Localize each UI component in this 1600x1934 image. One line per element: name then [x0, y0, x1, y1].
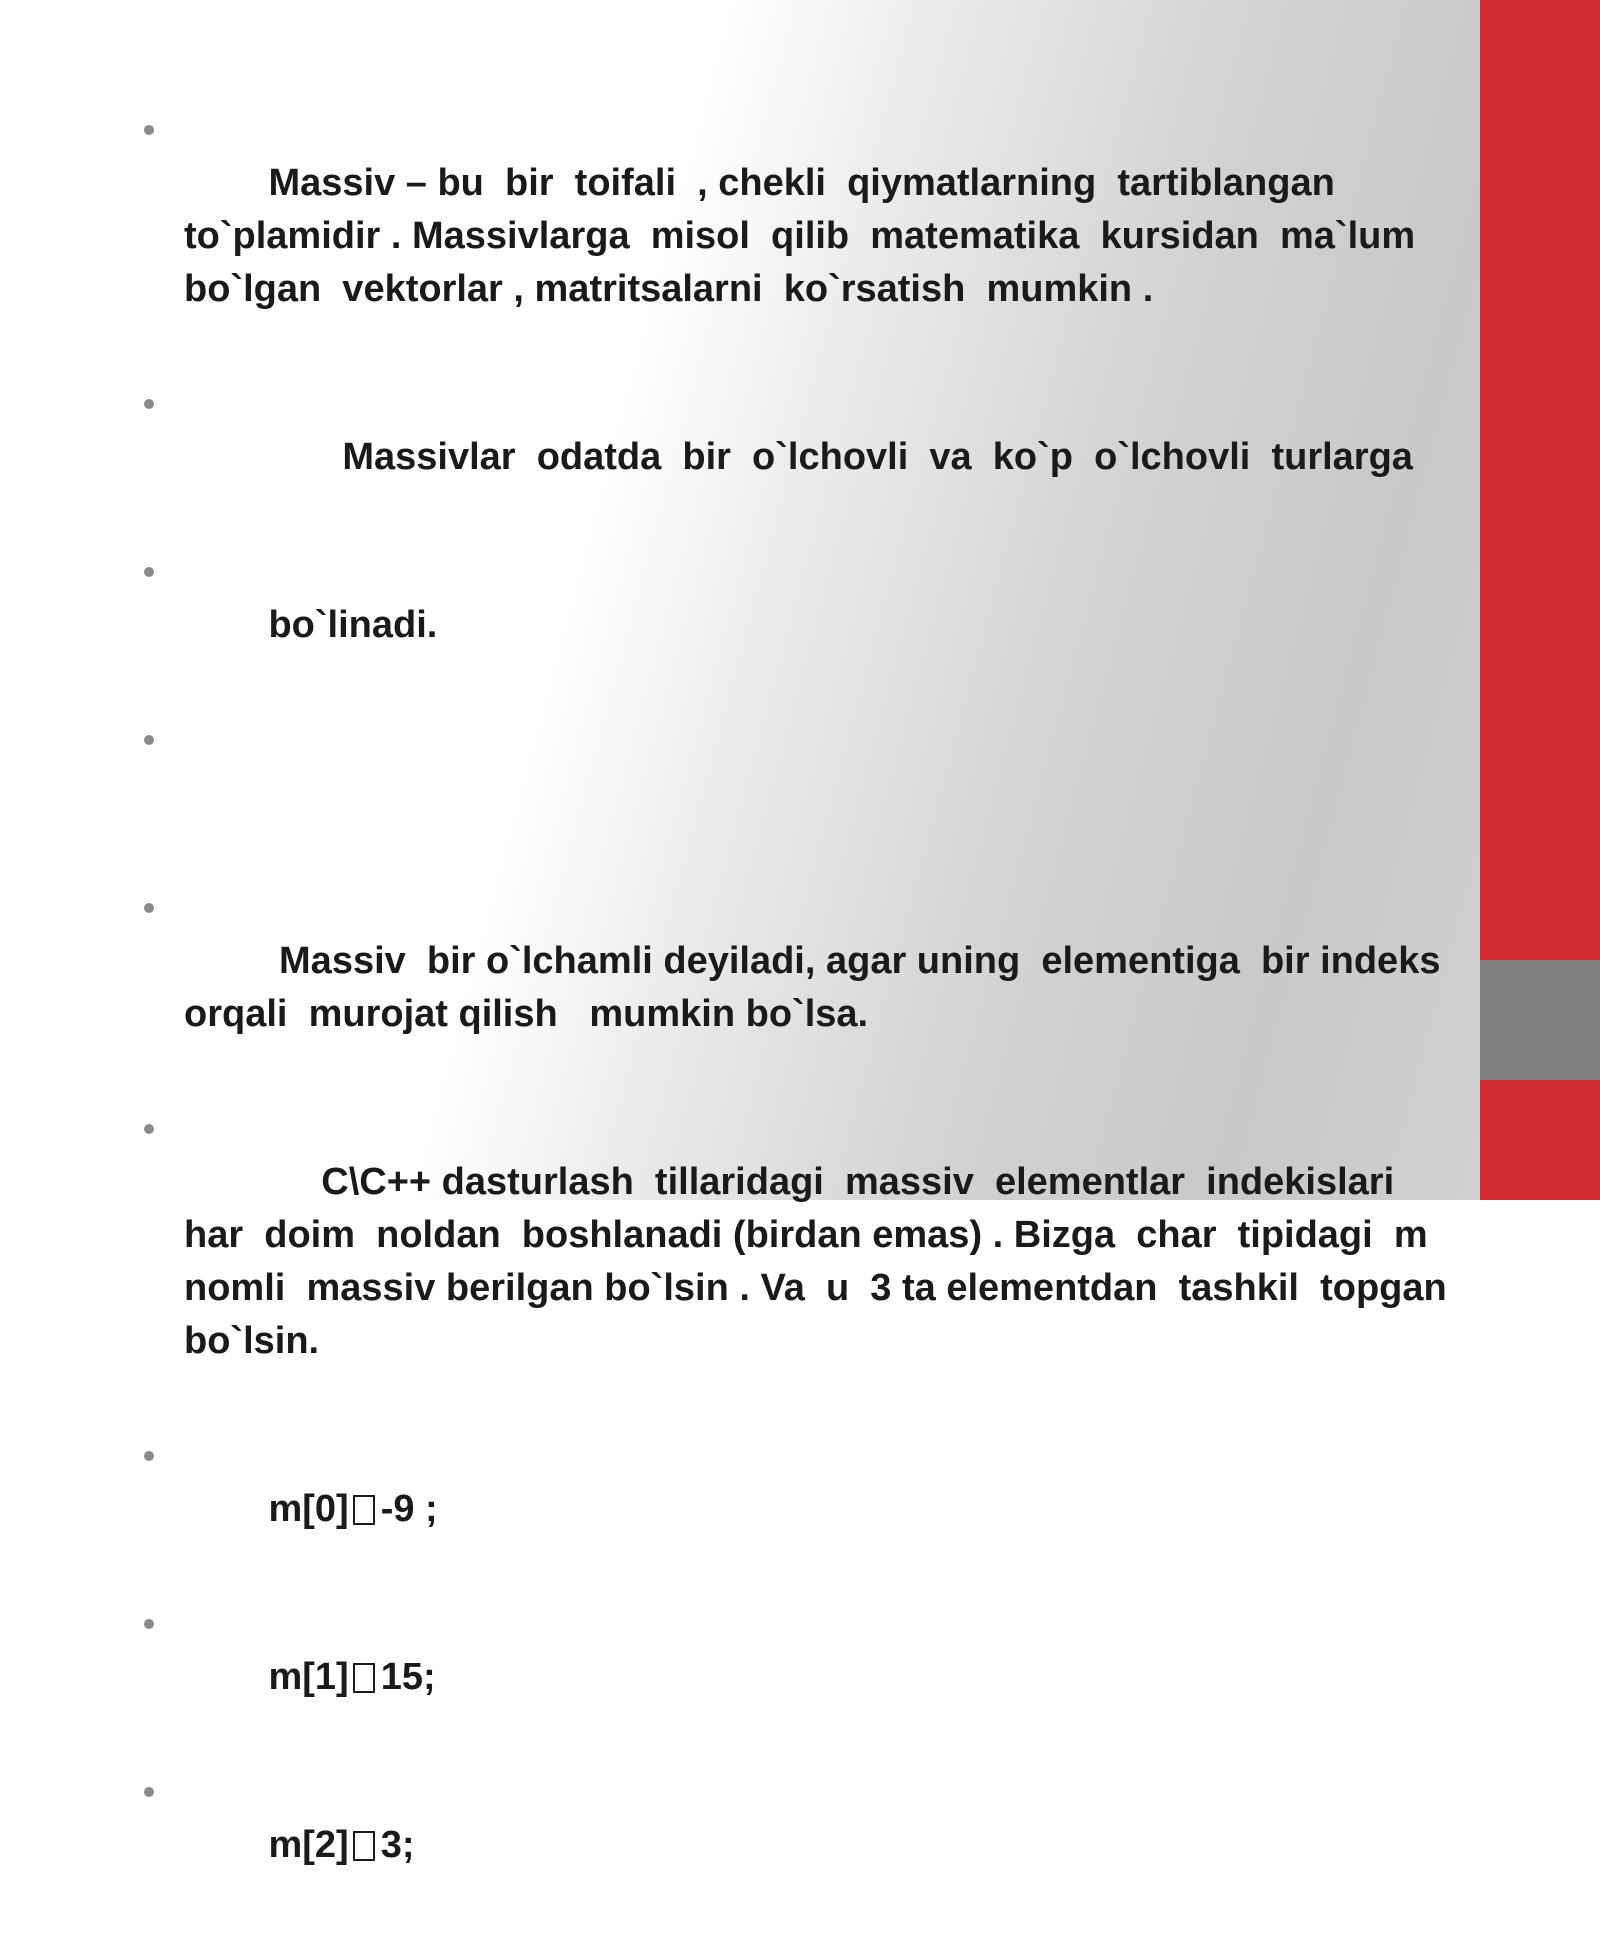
bullet-dot-icon [144, 125, 154, 135]
bullet-dot-icon [144, 735, 154, 745]
assignment-lhs: m[1] [268, 1656, 349, 1698]
bullet-dot-icon [144, 399, 154, 409]
bullet-item-assignment [138, 1766, 1468, 1925]
bullet-dot-icon [144, 903, 154, 913]
bullet-item-definition [138, 104, 1468, 369]
bullet-item-empty [138, 714, 1468, 873]
bullet-item-assignment [138, 1598, 1468, 1757]
bullet-text: Massivlar odatda bir o`lchovli va ko`p o`lchovli turlarga [268, 436, 1413, 478]
missing-glyph-icon [353, 1663, 375, 1693]
bullet-text: C\C++ dasturlash tillaridagi massiv elementlar indekislari har doim noldan boshlanadi (birdan emas) . Bizga char tipidagi m nomli massiv berilgan bo`lsin . Va u 3 ta elementdan tashkil topgan bo`lsin. [184, 1161, 1458, 1362]
bullet-dot-icon [144, 567, 154, 577]
assignment-lhs: m[0] [268, 1488, 349, 1530]
missing-glyph-icon [353, 1495, 375, 1525]
bullet-list [138, 104, 1468, 1925]
side-accent-bar-gray [1480, 960, 1600, 1080]
missing-glyph-icon [353, 1831, 375, 1861]
bullet-text: bo`linadi. [268, 604, 438, 646]
assignment-lhs: m[2] [268, 1824, 349, 1866]
slide-content [138, 104, 1468, 1934]
assignment-rhs: 15; [380, 1656, 436, 1698]
assignment-rhs: 3; [380, 1824, 415, 1866]
bullet-dot-icon [144, 1124, 154, 1134]
bullet-dot-icon [144, 1451, 154, 1461]
bullet-item-types [138, 378, 1468, 537]
bullet-item-types-continued [138, 546, 1468, 705]
side-accent-bar-red-top [1480, 0, 1600, 960]
bullet-text: Massiv bir o`lchamli deyiladi, agar uning elementiga bir indeks orqali murojat qilish mumkin bo`lsa. [184, 940, 1462, 1035]
bullet-dot-icon [144, 1619, 154, 1629]
bullet-dot-icon [144, 1787, 154, 1797]
bullet-item-indexing [138, 1103, 1468, 1421]
side-accent-bar-red-bottom [1480, 1080, 1600, 1200]
bullet-text: Massiv – bu bir toifali , chekli qiymatlarning tartiblangan to`plamidir . Massivlarga misol qilib matematika kursidan ma`lum bo`lgan vektorlar , matritsalarni ko`rsatish mumkin . [184, 162, 1437, 310]
bullet-item-assignment [138, 1430, 1468, 1589]
assignment-rhs: -9 ; [380, 1488, 438, 1530]
bullet-item-one-dimensional [138, 882, 1468, 1094]
